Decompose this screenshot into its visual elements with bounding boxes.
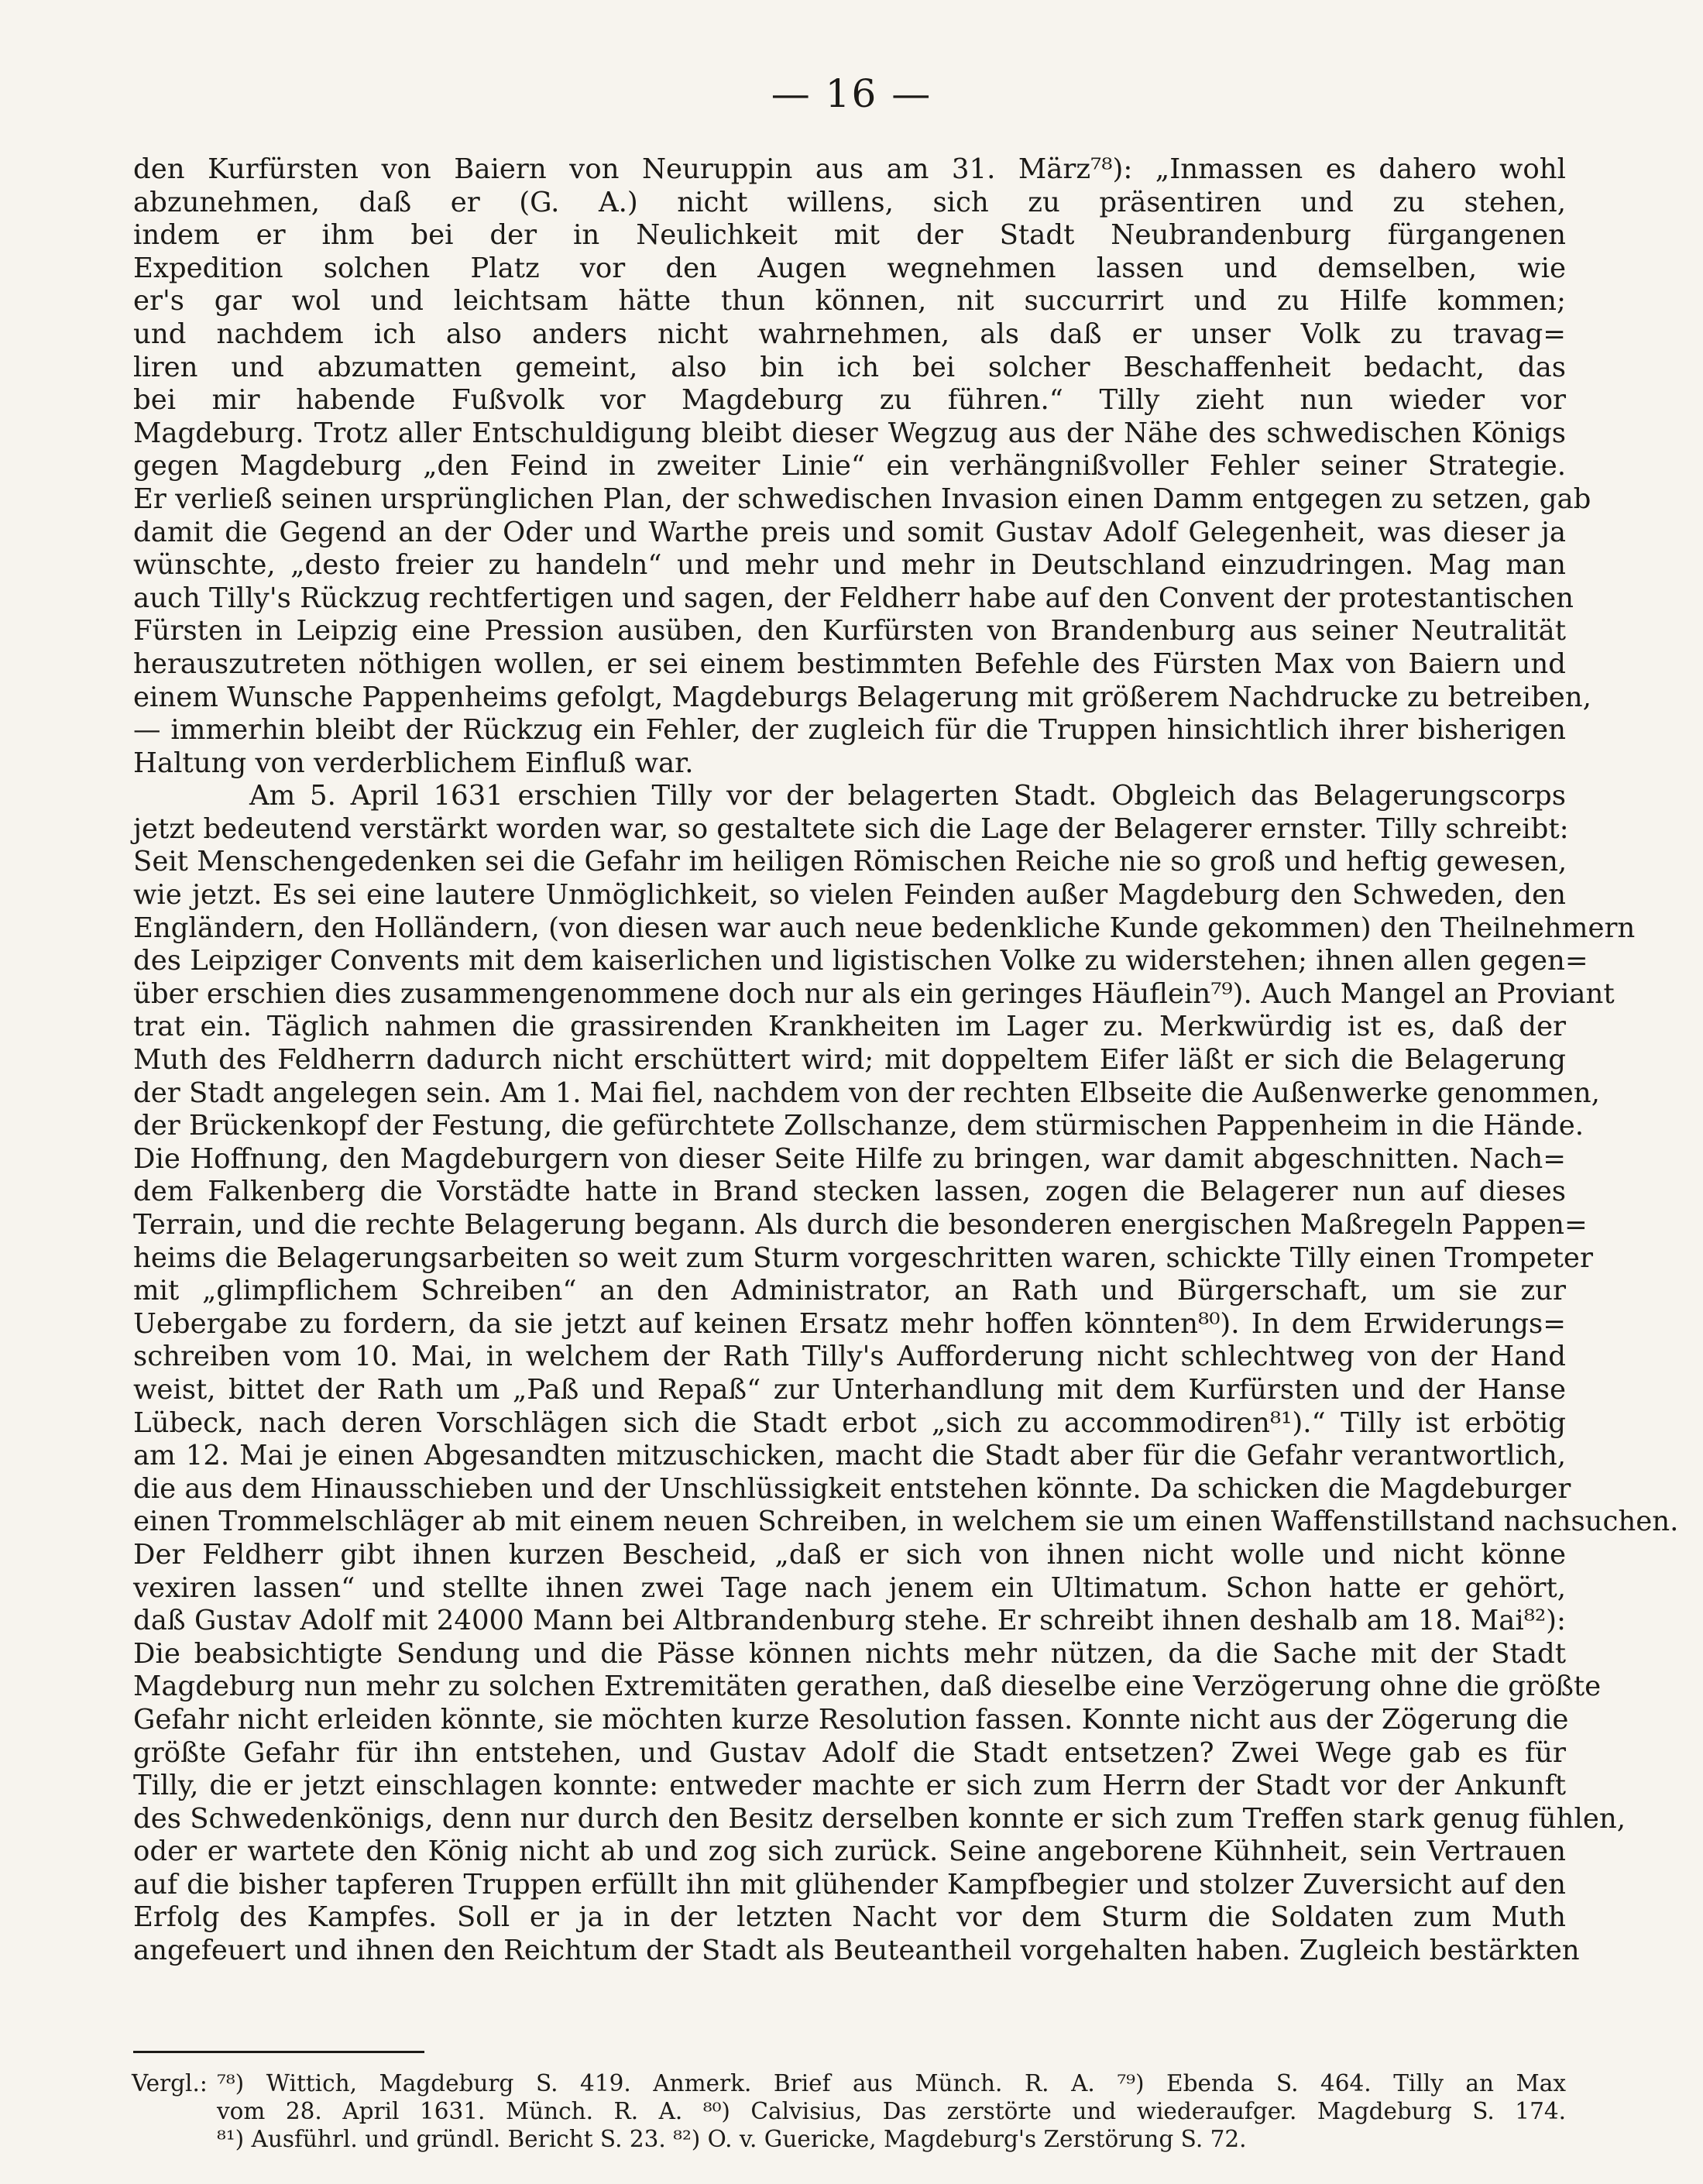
text-line: gegen Magdeburg „den Feind in zweiter Linie“ ein verhängnißvoller Fehler seiner Strategie. — [133, 450, 1566, 482]
footnotes — [132, 2069, 1566, 2153]
text-line: damit die Gegend an der Oder und Warthe preis und somit Gustav Adolf Gelegenheit, was dieser ja — [133, 516, 1566, 548]
text-line: wünschte, „desto freier zu handeln“ und mehr und mehr in Deutschland einzudringen. Mag man — [133, 549, 1566, 582]
footnote-line: ⁷⁸) Wittich, Magdeburg S. 419. Anmerk. Brief aus Münch. R. A. ⁷⁹) Ebenda S. 464. Tilly an Max — [217, 2070, 1566, 2096]
text-line: auf die bisher tapferen Truppen erfüllt ihn mit glühender Kampfbegier und stolzer Zuversicht auf den — [133, 1868, 1566, 1901]
text-line: Die Hoffnung, den Magdeburgern von dieser Seite Hilfe zu bringen, war damit abgeschnitten. Nach= — [133, 1142, 1566, 1175]
text-line: des Leipziger Convents mit dem kaiserlichen und ligistischen Volke zu widerstehen; ihnen allen gegen= — [133, 945, 1588, 977]
text-line: angefeuert und ihnen den Reichtum der Stadt als Beuteantheil vorgehalten haben. Zugleich bestärkten — [133, 1935, 1580, 1967]
text-line: am 12. Mai je einen Abgesandten mitzuschicken, macht die Stadt aber für die Gefahr verantwortlich, — [133, 1440, 1566, 1472]
text-line: Magdeburg. Trotz aller Entschuldigung bleibt dieser Wegzug aus der Nähe des schwedischen Königs — [133, 417, 1566, 449]
text-line: und nachdem ich also anders nicht wahrnehmen, als daß er unser Volk zu travag= — [133, 318, 1566, 350]
text-line: abzunehmen, daß er (G. A.) nicht willens, sich zu präsentiren und zu stehen, — [133, 186, 1566, 218]
text-line: herauszutreten nöthigen wollen, er sei einem bestimmten Befehle des Fürsten Max von Baiern und — [133, 647, 1566, 680]
text-line: Fürsten in Leipzig eine Pression ausüben, den Kurfürsten von Brandenburg aus seiner Neutralität — [133, 615, 1566, 647]
text-line: liren und abzumatten gemeint, also bin ich bei solcher Beschaffenheit bedacht, das — [133, 351, 1566, 383]
text-line: vexiren lassen“ und stellte ihnen zwei Tage nach jenem ein Ultimatum. Schon hatte er gehört, — [133, 1571, 1566, 1604]
text-line: Gefahr nicht erleiden könnte, sie möchten kurze Resolution fassen. Konnte nicht aus der Zögerung die — [133, 1703, 1569, 1736]
text-line: der Stadt angelegen sein. Am 1. Mai fiel, nachdem von der rechten Elbseite die Außenwerke genommen, — [133, 1077, 1600, 1109]
text-line: Er verließ seinen ursprünglichen Plan, der schwedischen Invasion einen Damm entgegen zu setzen, gab — [133, 482, 1591, 515]
text-line: indem er ihm bei der in Neulichkeit mit der Stadt Neubrandenburg fürgangenen — [133, 219, 1566, 252]
text-line: Erfolg des Kampfes. Soll er ja in der letzten Nacht vor dem Sturm die Soldaten zum Muth — [133, 1901, 1566, 1934]
text-line: auch Tilly's Rückzug rechtfertigen und sagen, der Feldherr habe auf den Convent der protestantischen — [133, 582, 1574, 614]
text-line: dem Falkenberg die Vorstädte hatte in Brand stecken lassen, zogen die Belagerer nun auf dieses — [133, 1176, 1566, 1208]
text-line: Die beabsichtigte Sendung und die Pässe können nichts mehr nützen, da die Sache mit der Stadt — [133, 1637, 1566, 1670]
text-line: Expedition solchen Platz vor den Augen wegnehmen lassen und demselben, wie — [133, 252, 1566, 284]
text-line: jetzt bedeutend verstärkt worden war, so gestaltete sich die Lage der Belagerer ernster. Tilly schreibt: — [133, 812, 1569, 845]
text-line: Tilly, die er jetzt einschlagen konnte: entweder machte er sich zum Herrn der Stadt vor der Ankunft — [133, 1770, 1566, 1802]
text-line: über erschien dies zusammengenommene doch nur als ein geringes Häuflein⁷⁹). Auch Mangel an Proviant — [133, 977, 1615, 1010]
text-line: bei mir habende Fußvolk vor Magdeburg zu führen.“ Tilly zieht nun wieder vor — [133, 384, 1566, 417]
text-line: der Brückenkopf der Festung, die gefürchtete Zollschanze, dem stürmischen Pappenheim in die Hände. — [133, 1110, 1585, 1142]
text-line: daß Gustav Adolf mit 24000 Mann bei Altbrandenburg stehe. Er schreibt ihnen deshalb am 18. Mai⁸²): — [133, 1605, 1566, 1637]
text-line: einem Wunsche Pappenheims gefolgt, Magdeburgs Belagerung mit größerem Nachdrucke zu betreiben, — [133, 681, 1591, 713]
text-line: Magdeburg nun mehr zu solchen Extremitäten gerathen, daß dieselbe eine Verzögerung ohne die größte — [133, 1671, 1602, 1703]
text-line: Muth des Feldherrn dadurch nicht erschüttert wird; mit doppeltem Eifer läßt er sich die Belagerung — [133, 1044, 1566, 1077]
text-line: größte Gefahr für ihn entstehen, und Gustav Adolf die Stadt entsetzen? Zwei Wege gab es für — [133, 1736, 1566, 1769]
text-line: weist, bittet der Rath um „Paß und Repaß“ zur Unterhandlung mit dem Kurfürsten und der Hanse — [133, 1373, 1566, 1406]
text-line: Lübeck, nach deren Vorschlägen sich die Stadt erbot „sich zu accommodiren⁸¹).“ Tilly ist erbötig — [133, 1406, 1566, 1439]
text-line: einen Trommelschläger ab mit einem neuen Schreiben, in welchem sie um einen Waffenstillstand nachsuchen. — [133, 1506, 1679, 1538]
text-line: mit „glimpflichem Schreiben“ an den Administrator, an Rath und Bürgerschaft, um sie zur — [133, 1275, 1566, 1307]
text-line: schreiben vom 10. Mai, in welchem der Rath Tilly's Aufforderung nicht schlechtweg von der Hand — [133, 1341, 1566, 1373]
text-line: trat ein. Täglich nahmen die grassirenden Krankheiten im Lager zu. Merkwürdig ist es, daß der — [133, 1011, 1566, 1043]
text-line: des Schwedenkönigs, denn nur durch den Besitz derselben konnte er sich zum Treffen stark genug fühlen, — [133, 1802, 1626, 1835]
text-line: Der Feldherr gibt ihnen kurzen Bescheid, „daß er sich von ihnen nicht wolle und nicht könne — [133, 1538, 1566, 1571]
footnote-line: vom 28. April 1631. Münch. R. A. ⁸⁰) Calvisius, Das zerstörte und wiederaufger. Magdeburg S. 174. — [217, 2098, 1566, 2124]
text-line: Uebergabe zu fordern, da sie jetzt auf keinen Ersatz mehr hoffen könnten⁸⁰). In dem Erwiderungs= — [133, 1307, 1566, 1340]
text-line: heims die Belagerungsarbeiten so weit zum Sturm vorgeschritten waren, schickte Tilly einen Trompeter — [133, 1241, 1593, 1274]
text-line: Engländern, den Holländern, (von diesen war auch neue bedenkliche Kunde gekommen) den Theilnehmern — [133, 912, 1636, 944]
body-text — [133, 153, 1679, 1968]
text-line: Terrain, und die rechte Belagerung begann. Als durch die besonderen energischen Maßregeln Pappen= — [133, 1209, 1588, 1241]
text-line: Seit Menschengedenken sei die Gefahr im heiligen Römischen Reiche nie so groß und heftig gewesen, — [133, 846, 1567, 878]
text-line: den Kurfürsten von Baiern von Neuruppin aus am 31. März⁷⁸): „Inmassen es dahero wohl — [133, 153, 1566, 185]
text-line: — immerhin bleibt der Rückzug ein Fehler, der zugleich für die Truppen hinsichtlich ihrer bisherigen — [133, 714, 1566, 747]
text-line: die aus dem Hinausschieben und der Unschlüssigkeit entstehen könnte. Da schicken die Magdeburger — [133, 1472, 1571, 1505]
page-number: — 16 — — [771, 71, 932, 116]
footnote-label: Vergl.: — [132, 2070, 208, 2096]
text-line: wie jetzt. Es sei eine lautere Unmöglichkeit, so vielen Feinden außer Magdeburg den Schweden, den — [133, 879, 1566, 912]
text-line: er's gar wol und leichtsam hätte thun können, nit succurrirt und zu Hilfe kommen; — [133, 285, 1566, 318]
footnote-divider — [133, 2051, 424, 2053]
text-line: Am 5. April 1631 erschien Tilly vor der belagerten Stadt. Obgleich das Belagerungscorps — [249, 780, 1566, 812]
footnote-line: ⁸¹) Ausführl. und gründl. Bericht S. 23. ⁸²) O. v. Guericke, Magdeburg's Zerstörung S. 72. — [217, 2126, 1247, 2152]
text-line: oder er wartete den König nicht ab und zog sich zurück. Seine angeborene Kühnheit, sein Vertrauen — [133, 1835, 1566, 1868]
text-line: Haltung von verderblichem Einfluß war. — [133, 747, 694, 779]
